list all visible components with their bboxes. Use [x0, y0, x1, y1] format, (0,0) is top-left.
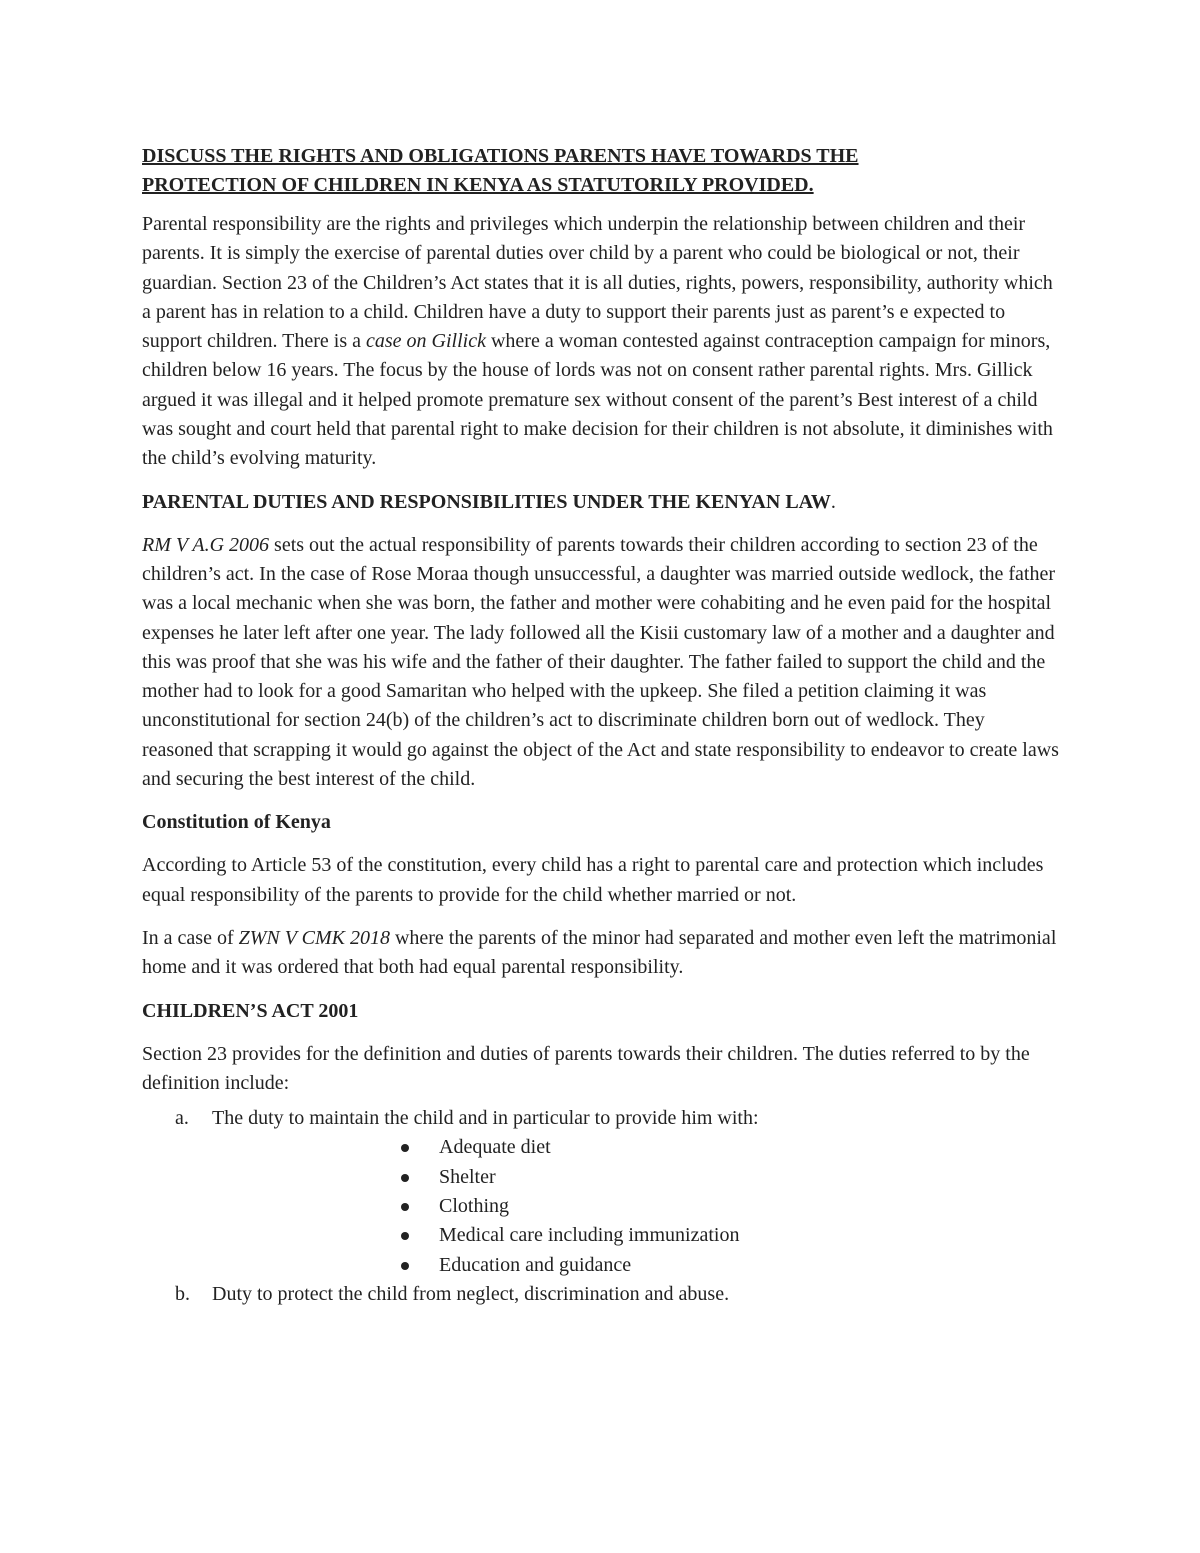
section-heading-constitution: Constitution of Kenya [142, 811, 331, 834]
bullet-icon [401, 1232, 409, 1240]
intro-case-name: case on Gillick [366, 330, 486, 353]
bullet-text: Medical care including immunization [439, 1224, 740, 1247]
bullet-text: Adequate diet [439, 1136, 551, 1159]
constitution-paragraph: According to Article 53 of the constitution, every child has a right to parental care and protection which includes equal responsibility of the parents to provide for the child whether married or not. [142, 854, 1044, 906]
bullet-icon [401, 1174, 409, 1182]
parental-duties-paragraph [142, 531, 1060, 795]
section-heading-childrens-act: CHILDREN’S ACT 2001 [142, 999, 359, 1022]
bullet-icon [401, 1203, 409, 1211]
bullet-text: Clothing [439, 1195, 510, 1218]
list-item-b-text: Duty to protect the child from neglect, discrimination and abuse. [212, 1282, 730, 1305]
list-item [398, 1192, 1060, 1221]
list-marker-b: b. [175, 1282, 190, 1305]
intro-text-part-2: where a woman contested against contraception campaign for minors, children below 16 years. The focus by the house of lords was not on consent rather parental rights. Mrs. Gillick argued it was illegal and it helped promote premature sex without consent of the parent’s Best interest of a child was sought and court held that parental right to make decision for their children is not absolute, it diminishes with the child’s evolving maturity. [142, 330, 1053, 470]
zwn-text-post: where the parents of the minor had separated and mother even left the matrimonial home and it was ordered that both had equal parental responsibility. [142, 926, 1057, 979]
list-item-a-text: The duty to maintain the child and in particular to provide him with: [212, 1107, 759, 1130]
bullet-list-container [142, 1133, 1060, 1279]
bullet-icon [401, 1144, 409, 1152]
zwn-case-name: ZWN V CMK 2018 [238, 926, 390, 949]
section-heading-tail: . [830, 490, 836, 513]
list-item [398, 1163, 1060, 1192]
section-heading-parental-duties [142, 488, 1060, 517]
duties-list [142, 1104, 1060, 1309]
document-title [142, 142, 1060, 200]
list-item-b [142, 1280, 1060, 1309]
title-line-1: DISCUSS THE RIGHTS AND OBLIGATIONS PARENTS HAVE TOWARDS THE [142, 145, 859, 167]
zwn-case-paragraph [142, 924, 1060, 983]
intro-paragraph [142, 210, 1060, 474]
provisions-bullet-list [142, 1133, 1060, 1279]
parental-duties-body: sets out the actual responsibility of parents towards their children according to section 23 of the children’s act. In the case of Rose Moraa though unsuccessful, a daughter was married outside wedlock, the father was a local mechanic when she was born, the father and mother were cohabiting and he even paid for the hospital expenses he later left after one year. The lady followed all the Kisii customary law of a mother and a daughter and this was proof that she was his wife and the father of their daughter. The father failed to support the child and the mother had to look for a good Samaritan who helped with the upkeep. She filed a petition claiming it was unconstitutional for section 24(b) of the children’s act to discriminate children born out of wedlock. They reasoned that scrapping it would go against the object of the Act and state responsibility to endeavor to create laws and securing the best interest of the child. [142, 533, 1059, 791]
zwn-text-pre: In a case of [142, 926, 239, 949]
list-item [398, 1251, 1060, 1280]
title-line-2: PROTECTION OF CHILDREN IN KENYA AS STATUTORILY PROVIDED. [142, 174, 814, 196]
list-item [398, 1133, 1060, 1162]
bullet-text: Education and guidance [439, 1253, 632, 1276]
list-item [398, 1221, 1060, 1250]
section-heading-text: PARENTAL DUTIES AND RESPONSIBILITIES UNDER THE KENYAN LAW [142, 490, 831, 513]
bullet-text: Shelter [439, 1165, 496, 1188]
rm-case-name: RM V A.G 2006 [142, 533, 270, 556]
intro-text-part-1: Parental responsibility are the rights and privileges which underpin the relationship between children and their parents. It is simply the exercise of parental duties over child by a parent who could be biological or not, their guardian. Section 23 of the Children’s Act states that it is all duties, rights, powers, responsibility, authority which a parent has in relation to a child. Children have a duty to support their parents just as parent’s e expected to support children. There is a [142, 213, 1053, 353]
childrens-act-paragraph: Section 23 provides for the definition and duties of parents towards their children. The duties referred to by the definition include: [142, 1042, 1030, 1094]
bullet-icon [401, 1262, 409, 1270]
list-marker-a: a. [175, 1107, 189, 1130]
list-item-a [142, 1104, 1060, 1133]
